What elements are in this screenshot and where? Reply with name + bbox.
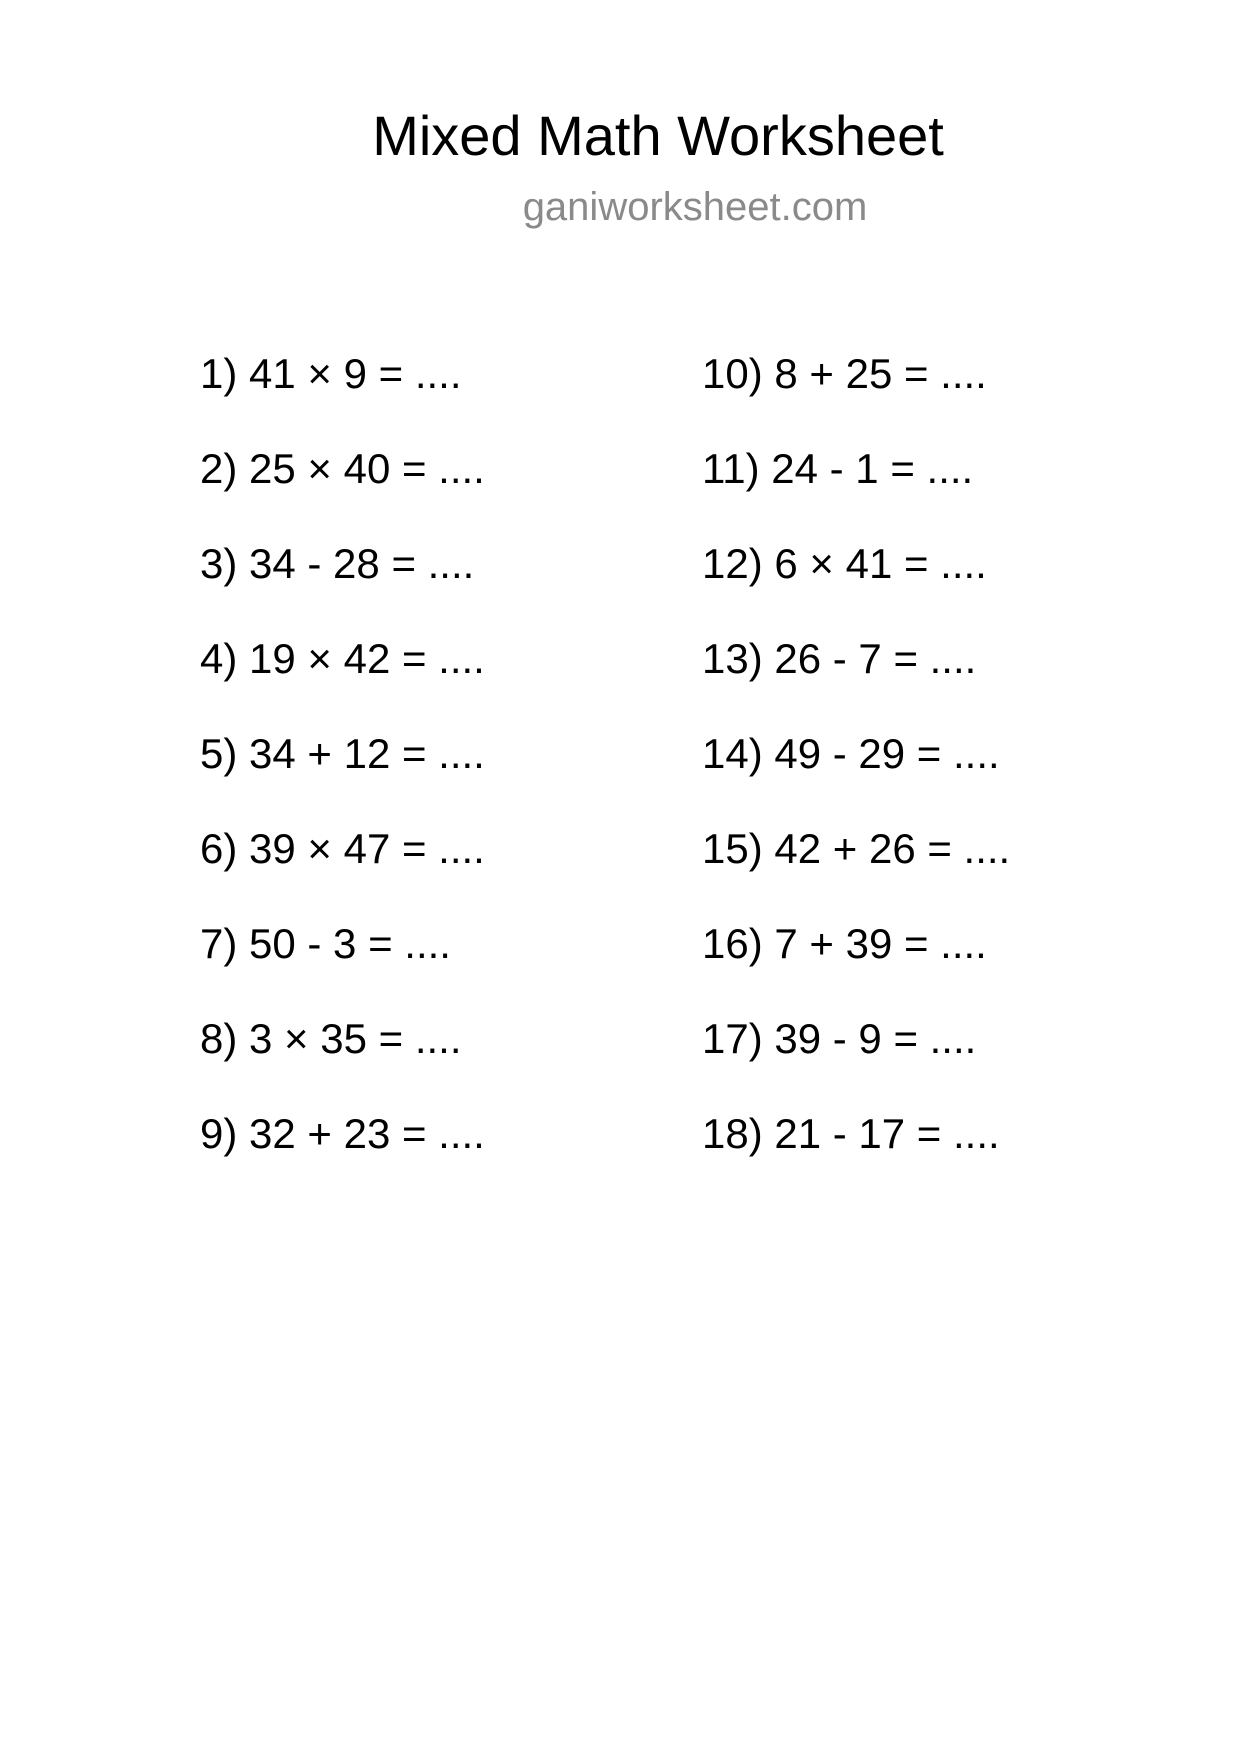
math-problem: 2) 25 × 40 = .... — [200, 445, 485, 492]
math-problem: 16) 7 + 39 = .... — [702, 920, 987, 967]
math-problem: 1) 41 × 9 = .... — [200, 350, 462, 397]
math-problem: 13) 26 - 7 = .... — [702, 635, 977, 682]
page-title: Mixed Math Worksheet — [372, 104, 944, 167]
math-problem: 17) 39 - 9 = .... — [702, 1015, 977, 1062]
math-problem: 14) 49 - 29 = .... — [702, 730, 1000, 777]
math-problem: 9) 32 + 23 = .... — [200, 1110, 485, 1157]
website-subtitle: ganiworksheet.com — [522, 185, 868, 229]
math-problem: 6) 39 × 47 = .... — [200, 825, 485, 872]
problems-right-column — [702, 348, 1010, 1203]
math-problem: 10) 8 + 25 = .... — [702, 350, 987, 397]
math-problem: 7) 50 - 3 = .... — [200, 920, 451, 967]
math-problem: 18) 21 - 17 = .... — [702, 1110, 1000, 1157]
math-problem: 12) 6 × 41 = .... — [702, 540, 987, 587]
math-problem: 4) 19 × 42 = .... — [200, 635, 485, 682]
math-problem: 11) 24 - 1 = .... — [702, 445, 974, 492]
math-problem: 8) 3 × 35 = .... — [200, 1015, 462, 1062]
math-problem: 3) 34 - 28 = .... — [200, 540, 475, 587]
math-problem: 5) 34 + 12 = .... — [200, 730, 485, 777]
math-problem: 15) 42 + 26 = .... — [702, 825, 1011, 872]
problems-left-column — [200, 348, 485, 1203]
